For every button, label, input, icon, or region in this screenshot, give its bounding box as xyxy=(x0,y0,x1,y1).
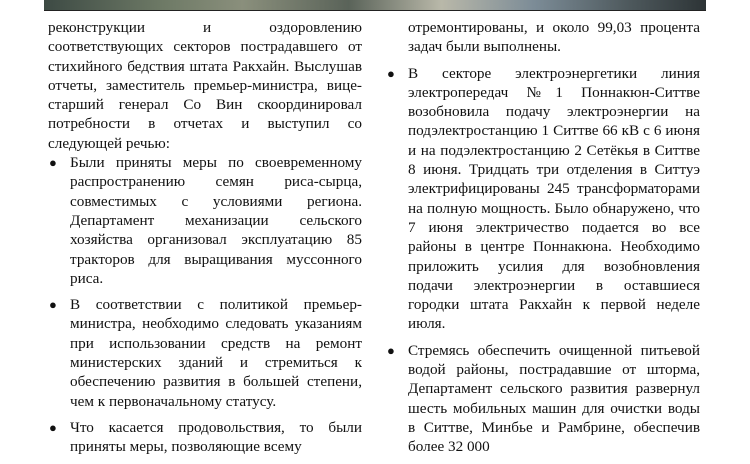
list-item xyxy=(48,418,362,457)
bullet-icon: ● xyxy=(49,155,57,171)
bullet-text: Были приняты меры по своевременному распространению семян риса-сырца, совместимых с условиями региона. Департамент механизации сельского хозяйства организовал эксплуатацию 85 тракторов для выращивания муссонного риса. xyxy=(70,154,362,287)
bullet-icon: ● xyxy=(387,342,395,358)
right-column xyxy=(386,18,700,464)
right-bullet-list xyxy=(386,64,700,457)
bullet-text: Что касается продовольствия, то были приняты меры, позволяющие всему xyxy=(70,418,362,456)
bullet-text: В соответствии с политикой премьер-министра, необходимо следовать указаниям при использовании средств на ремонт министерских зданий и стремиться к обеспечению развития в большей степени, чем к первоначальному статусу. xyxy=(70,296,362,410)
list-item xyxy=(386,64,700,334)
list-item xyxy=(48,295,362,411)
left-column xyxy=(48,18,362,464)
list-item xyxy=(386,341,700,457)
bullet-icon: ● xyxy=(49,297,57,313)
left-bullet-list xyxy=(48,153,362,456)
bullet-icon: ● xyxy=(49,419,57,435)
list-item xyxy=(48,153,362,288)
intro-paragraph: реконструкции и оздоровлению соответствующих секторов пострадавшего от стихийного бедствия штата Ракхайн. Выслушав отчеты, заместитель премьер-министра, вице-старший генерал Со Вин скоординировал потребности в отчетах и выступил со следующей речью: xyxy=(48,19,362,152)
bullet-text: В секторе электроэнергетики линия электропередач №1 Поннакюн-Ситтве возобновила подачу электроэнергии на подэлектростанцию 1 Ситтве 66 кВ с 6 июня и на подэлектростанцию 2 Сетёкья в Ситтве 8 июня. Тридцать три отделения в Ситтуэ электрифицированы 245 трансформаторами на полную мощность. Было обнаружено, что 7 июня электричество подается во все районы в центре Поннакюна. Необходимо приложить усилия для возобновления подачи электроэнергии в оставшиеся городки штата Ракхайн к первой неделе июля. xyxy=(408,64,700,333)
bullet-icon: ● xyxy=(387,65,395,81)
continued-paragraph: отремонтированы, и около 99,03 процента задач были выполнены. xyxy=(408,19,700,56)
bullet-text: Стремясь обеспечить очищенной питьевой водой районы, пострадавшие от шторма, Департамент сельского развития развернул шесть мобильных машин для очистки воды в Ситтве, Минбье и Рамбрине, обеспечив более 32 000 xyxy=(408,341,700,456)
header-photo-strip xyxy=(44,0,706,11)
